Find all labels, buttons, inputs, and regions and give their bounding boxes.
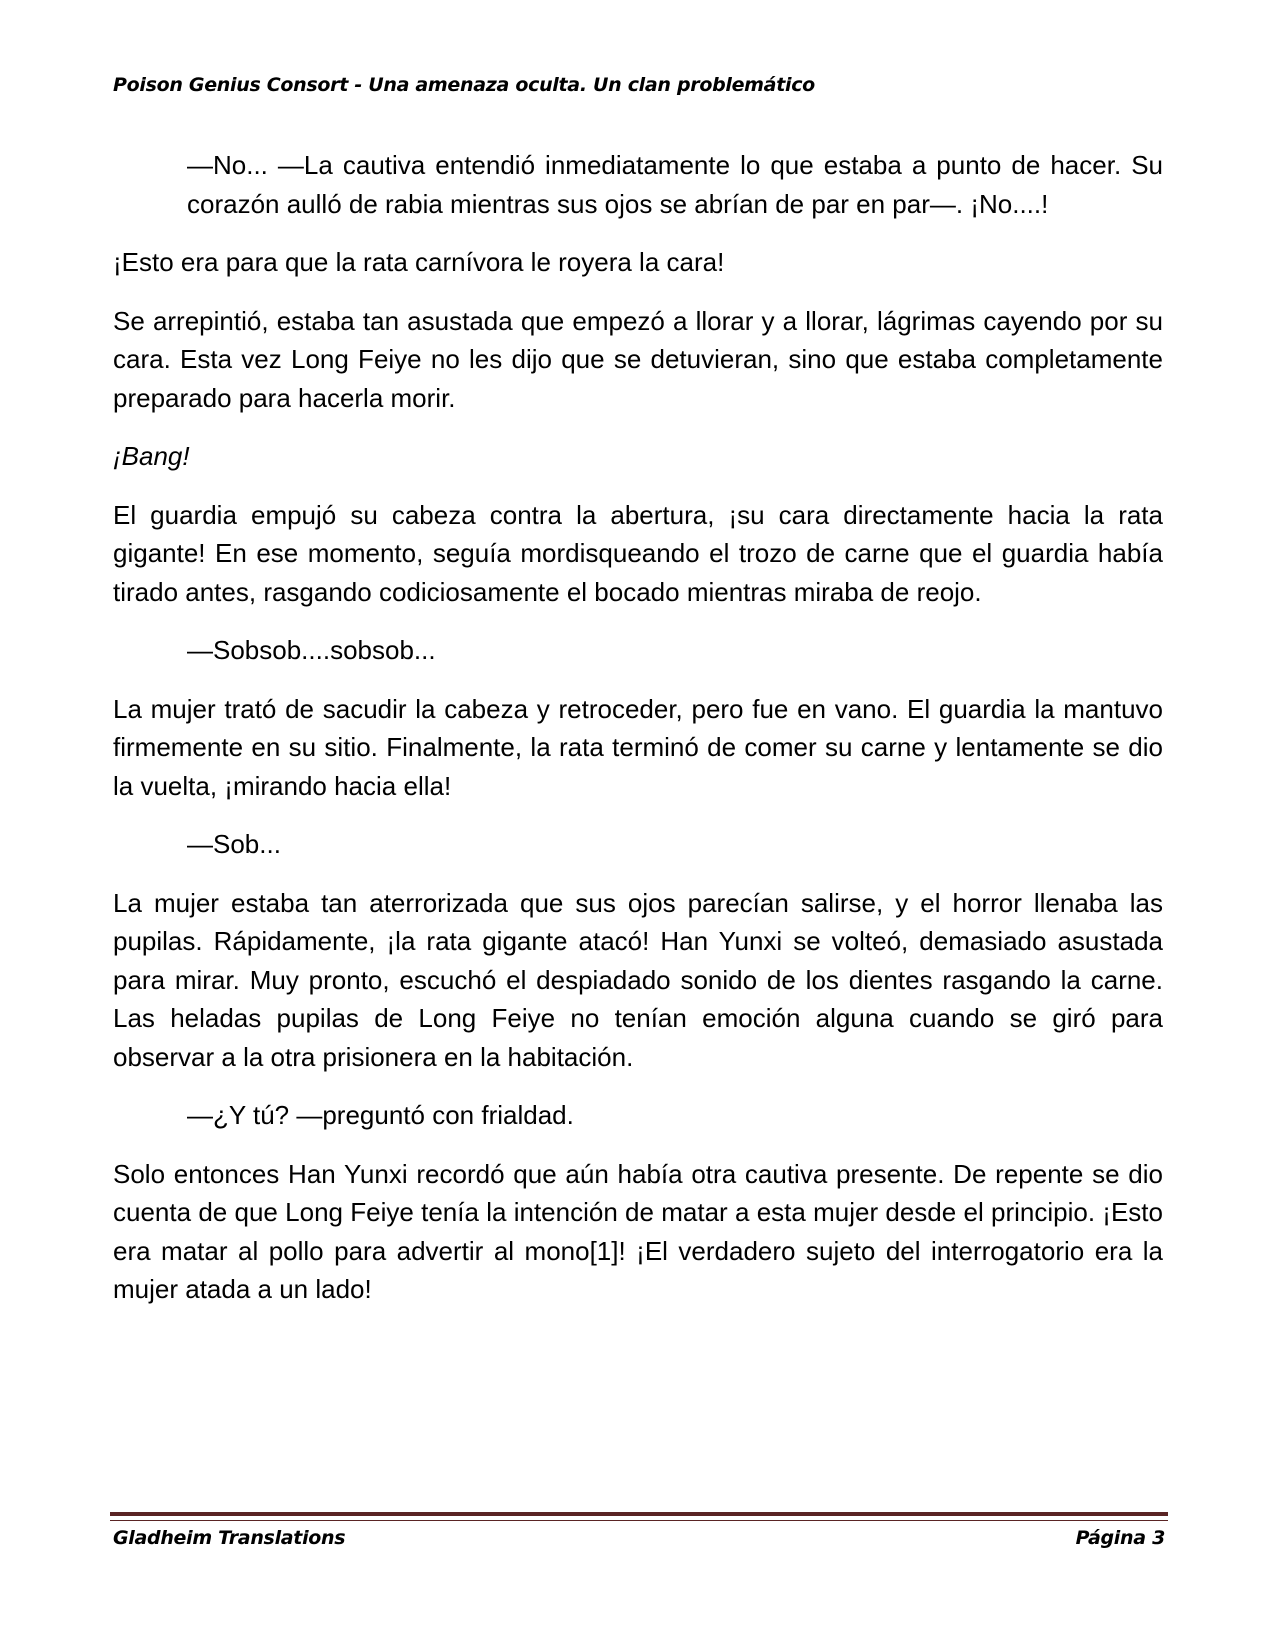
paragraph-1: ¡Esto era para que la rata carnívora le royera la cara!	[113, 247, 725, 277]
paragraph-6: Solo entonces Han Yunxi recordó que aún había otra cautiva presente. De repente se dio cuenta de que Long Feiye tenía la intención de matar a esta mujer desde el principio. ¡Esto era matar al pollo para advertir al mono[1]! ¡El verdadero sujeto del interrogatorio era la mujer atada a un lado!	[113, 1158, 1163, 1304]
footer-divider-thick	[110, 1512, 1168, 1516]
paragraph-5: La mujer estaba tan aterrorizada que sus ojos parecían salirse, y el horror llenaba las pupilas. Rápidamente, ¡la rata gigante atacó! Han Yunxi se volteó, demasiado asustada para mirar. Muy pronto, escuchó el despiadado sonido de los dientes rasgando la carne. Las heladas pupilas de Long Feiye no tenían emoción alguna cuando se giró para observar a la otra prisionera en la habitación.	[113, 887, 1163, 1072]
paragraph-dialogue-2: —Sobsob....sobsob...	[187, 635, 436, 665]
paragraph-dialogue-3: —Sob...	[187, 829, 281, 859]
paragraph-3: El guardia empujó su cabeza contra la abertura, ¡su cara directamente hacia la rata gigante! En ese momento, seguía mordisqueando el trozo de carne que el guardia había tirado antes, rasgando codiciosamente el bocado mientras miraba de reojo.	[113, 499, 1163, 607]
paragraph-dialogue-4: —¿Y tú? —preguntó con frialdad.	[187, 1100, 574, 1130]
footer-page-number: Página 3	[1075, 1527, 1165, 1549]
paragraph-2: Se arrepintió, estaba tan asustada que empezó a llorar y a llorar, lágrimas cayendo por su cara. Esta vez Long Feiye no les dijo que se detuvieran, sino que estaba completamente preparado para hacerla morir.	[113, 305, 1163, 413]
paragraph-dialogue-1: —No... —La cautiva entendió inmediatamente lo que estaba a punto de hacer. Su corazón aulló de rabia mientras sus ojos se abrían de par en par—. ¡No....!	[187, 150, 1163, 219]
paragraph-onomatopoeia: ¡Bang!	[113, 441, 190, 471]
footer-divider-thin	[110, 1520, 1168, 1521]
body-text	[113, 146, 1163, 1329]
paragraph-4: La mujer trató de sacudir la cabeza y retroceder, pero fue en vano. El guardia la mantuvo firmemente en su sitio. Finalmente, la rata terminó de comer su carne y lentamente se dio la vuelta, ¡mirando hacia ella!	[113, 693, 1163, 801]
page-header-title: Poison Genius Consort - Una amenaza oculta. Un clan problemático	[113, 74, 815, 96]
footer-translator: Gladheim Translations	[113, 1527, 346, 1549]
